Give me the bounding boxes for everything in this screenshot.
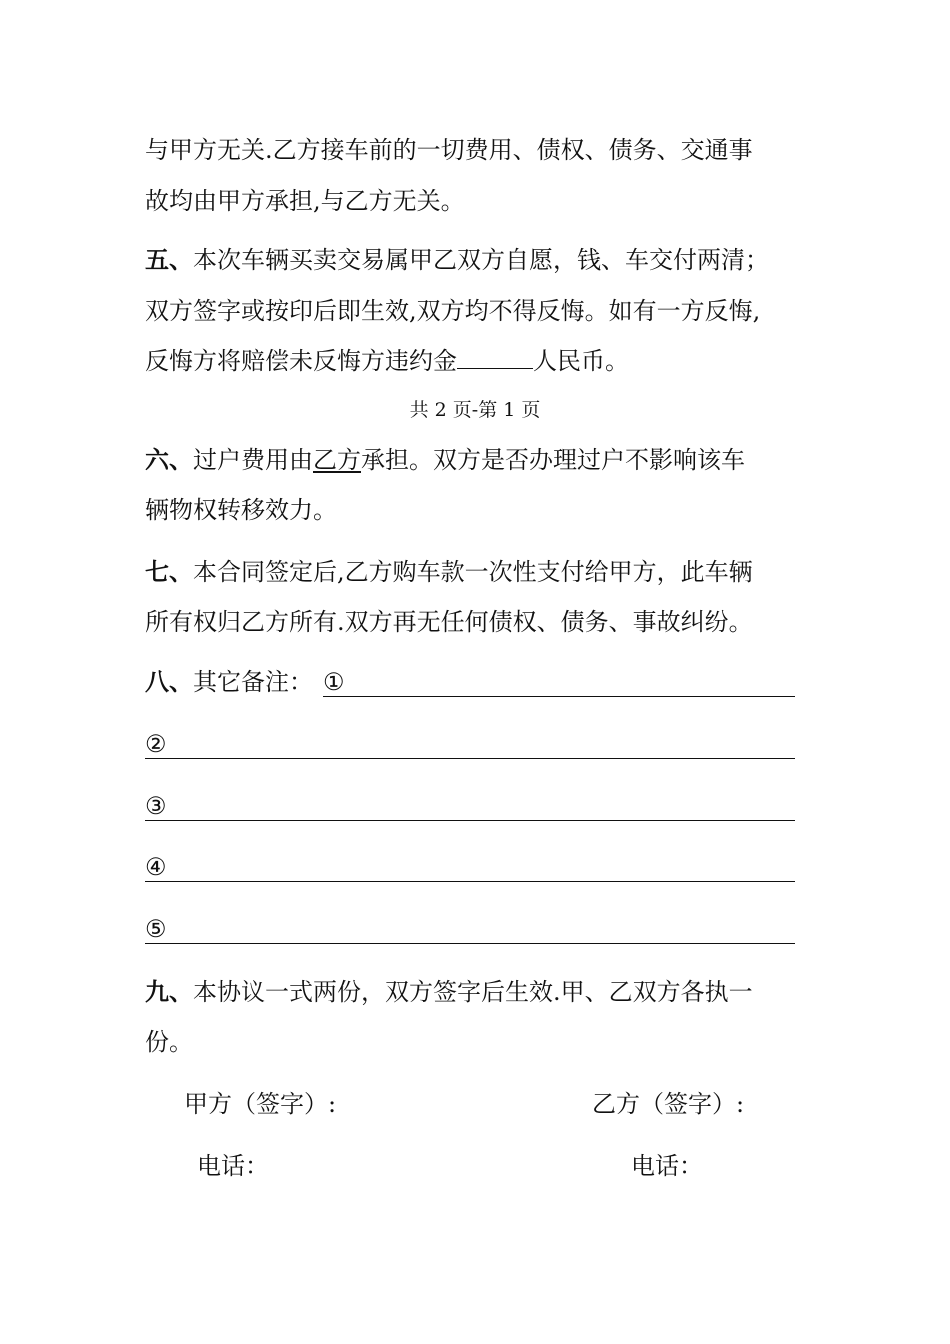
clause-9-line-2: 份。 [145, 1028, 193, 1056]
note-marker-1: ① [323, 668, 345, 696]
clause-6-number: 六、 [145, 445, 193, 474]
note-marker-3: ③ [145, 792, 167, 820]
clause-5-number: 五、 [145, 245, 193, 274]
party-b-signature-label: 乙方（签字）: [592, 1090, 745, 1118]
note-5-underline [145, 943, 795, 944]
note-row-5 [145, 914, 795, 944]
party-a-phone-label: 电话： [197, 1152, 269, 1180]
clause-5-text-1: 本次车辆买卖交易属甲乙双方自愿，钱、车交付两清； [193, 246, 769, 274]
clause-6-text-1b: 承担。双方是否办理过户不影响该车 [361, 446, 745, 474]
clause-8-number: 八、 [145, 667, 193, 696]
note-2-underline [145, 758, 795, 759]
clause-7-number: 七、 [145, 557, 193, 586]
clause-4-continued-line-2: 故均由甲方承担,与乙方无关。 [145, 187, 465, 215]
note-4-underline [145, 881, 795, 882]
clause-8-label: 其它备注： [193, 668, 313, 696]
clause-5-text-3b: 人民币。 [533, 347, 629, 375]
transfer-fee-party: 乙方 [313, 446, 361, 474]
clause-9-text-1: 本协议一式两份，双方签字后生效.甲、乙双方各执一 [193, 978, 753, 1006]
clause-4-continued-line-1: 与甲方无关.乙方接车前的一切费用、债权、债务、交通事 [145, 136, 753, 164]
note-row-1 [145, 667, 795, 697]
clause-7-text-1: 本合同签定后,乙方购车款一次性支付给甲方，此车辆 [193, 558, 753, 586]
note-row-3 [145, 791, 795, 821]
party-a-signature-label: 甲方（签字）: [184, 1090, 337, 1118]
note-3-underline [145, 820, 795, 821]
clause-5-line-3 [145, 346, 629, 376]
page-number-footer: 共 2 页-第 1 页 [409, 399, 541, 421]
clause-6-line-2: 辆物权转移效力。 [145, 496, 337, 524]
clause-7-line-1 [145, 557, 753, 587]
note-row-2 [145, 729, 795, 759]
note-1-underline [323, 696, 795, 697]
clause-6-text-1a: 过户费用由 [193, 446, 313, 474]
clause-9-line-1 [145, 977, 753, 1007]
clause-5-text-3a: 反悔方将赔偿未反悔方违约金 [145, 347, 457, 375]
note-marker-5: ⑤ [145, 915, 167, 943]
clause-5-line-2: 双方签字或按印后即生效,双方均不得反悔。如有一方反悔, [145, 297, 761, 325]
note-marker-4: ④ [145, 853, 167, 881]
note-row-4 [145, 852, 795, 882]
note-marker-2: ② [145, 730, 167, 758]
clause-7-line-2: 所有权归乙方所有.双方再无任何债权、债务、事故纠纷。 [145, 608, 753, 636]
clause-9-number: 九、 [145, 977, 193, 1006]
penalty-amount-blank [457, 346, 533, 369]
party-b-phone-label: 电话： [631, 1152, 703, 1180]
clause-6-line-1 [145, 445, 745, 475]
clause-5-line-1 [145, 245, 769, 275]
